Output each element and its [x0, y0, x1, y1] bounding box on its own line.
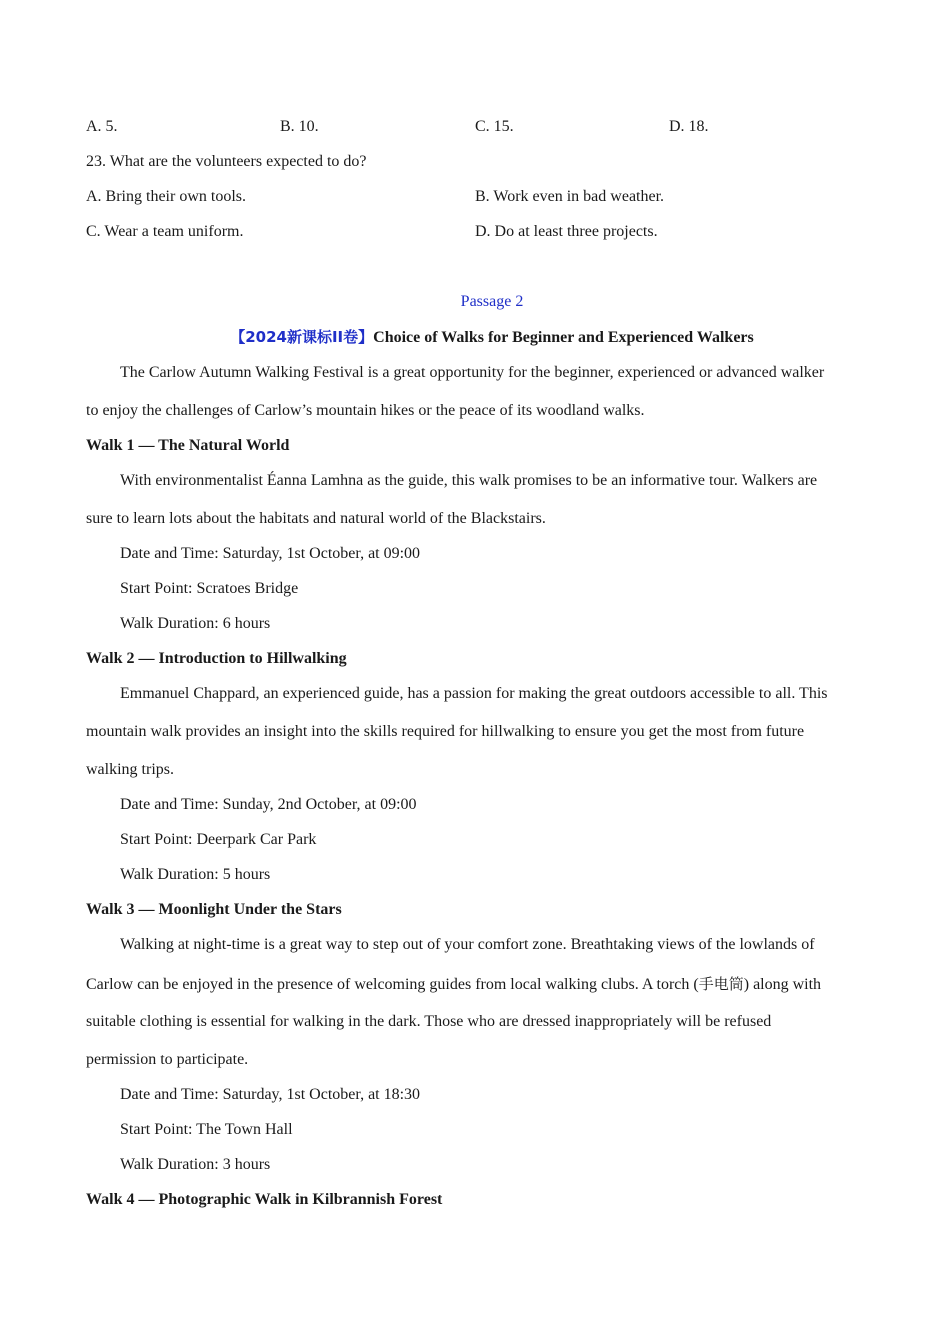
- q23-option-c: C. Wear a team uniform.: [86, 223, 244, 240]
- q23-option-d: D. Do at least three projects.: [475, 223, 658, 240]
- walk3-duration: Walk Duration: 3 hours: [120, 1156, 271, 1173]
- passage-title: Choice of Walks for Beginner and Experienced Walkers: [373, 329, 754, 346]
- q22-option-b: B. 10.: [280, 118, 319, 135]
- walk2-desc-line-3: walking trips.: [86, 761, 174, 778]
- walk3-desc-line-4: permission to participate.: [86, 1051, 249, 1068]
- q22-option-d: D. 18.: [669, 118, 709, 135]
- walk2-desc-line-1: Emmanuel Chappard, an experienced guide, has a passion for making the great outdoors accessible to all. This: [120, 685, 828, 702]
- walk3-desc-line-2-pre: Carlow can be enjoyed in the presence of welcoming guides from local walking clubs. A torch (: [86, 976, 699, 993]
- walk3-heading: Walk 3 — Moonlight Under the Stars: [86, 901, 342, 918]
- walk3-start: Start Point: The Town Hall: [120, 1121, 293, 1138]
- walk1-start: Start Point: Scratoes Bridge: [120, 580, 299, 597]
- walk1-date: Date and Time: Saturday, 1st October, at 09:00: [120, 545, 421, 562]
- walk2-date: Date and Time: Sunday, 2nd October, at 09:00: [120, 796, 417, 813]
- q23-stem: 23. What are the volunteers expected to do?: [86, 153, 367, 170]
- walk3-desc-line-2: [86, 974, 821, 995]
- passage-source-tag: 【2024新课标ⅠⅠ卷】: [230, 328, 374, 346]
- walk3-date: Date and Time: Saturday, 1st October, at 18:30: [120, 1086, 421, 1103]
- walk3-desc-line-1: Walking at night-time is a great way to step out of your comfort zone. Breathtaking views of the lowlands of: [120, 936, 815, 953]
- walk4-heading: Walk 4 — Photographic Walk in Kilbrannish Forest: [86, 1191, 443, 1208]
- q23-option-a: A. Bring their own tools.: [86, 188, 246, 205]
- walk2-heading: Walk 2 — Introduction to Hillwalking: [86, 650, 347, 667]
- walk2-start: Start Point: Deerpark Car Park: [120, 831, 317, 848]
- q22-option-c: C. 15.: [475, 118, 514, 135]
- walk2-duration: Walk Duration: 5 hours: [120, 866, 271, 883]
- passage-label: Passage 2: [460, 293, 524, 310]
- walk3-desc-line-2-post: ) along with: [743, 976, 822, 993]
- q22-option-a: A. 5.: [86, 118, 118, 135]
- walk3-torch-gloss: 手电筒: [698, 975, 744, 993]
- walk1-duration: Walk Duration: 6 hours: [120, 615, 271, 632]
- intro-line-1: The Carlow Autumn Walking Festival is a great opportunity for the beginner, experienced or advanced walker: [120, 364, 825, 381]
- walk1-desc-line-1: With environmentalist Éanna Lamhna as the guide, this walk promises to be an informative tour. Walkers are: [120, 472, 818, 489]
- walk3-desc-line-3: suitable clothing is essential for walking in the dark. Those who are dressed inappropriately will be refused: [86, 1013, 772, 1030]
- passage-title-line: [86, 327, 898, 348]
- walk1-desc-line-2: sure to learn lots about the habitats and natural world of the Blackstairs.: [86, 510, 546, 527]
- q23-option-b: B. Work even in bad weather.: [475, 188, 665, 205]
- walk1-heading: Walk 1 — The Natural World: [86, 437, 290, 454]
- walk2-desc-line-2: mountain walk provides an insight into the skills required for hillwalking to ensure you get the most from future: [86, 723, 805, 740]
- intro-line-2: to enjoy the challenges of Carlow’s mountain hikes or the peace of its woodland walks.: [86, 402, 645, 419]
